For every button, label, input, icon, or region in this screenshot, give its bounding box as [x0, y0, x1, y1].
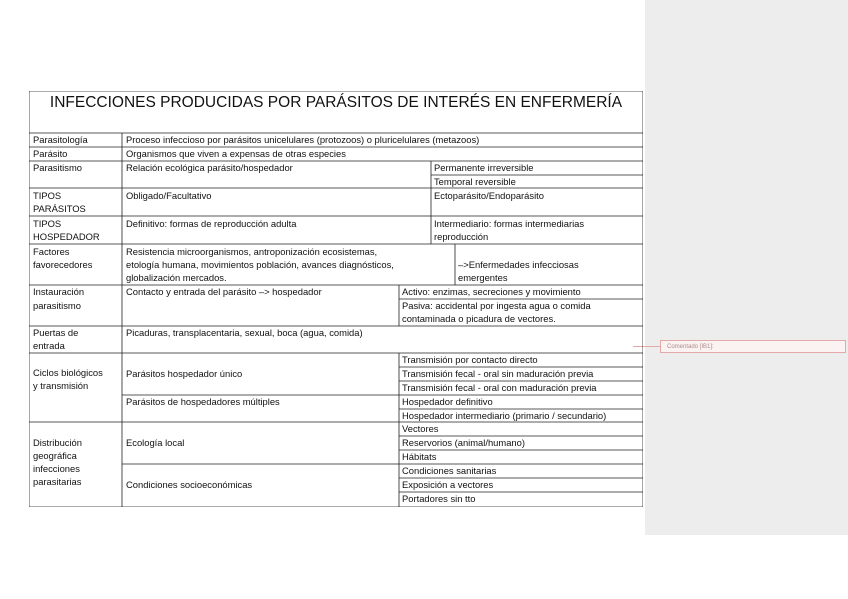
row-label-distribucion-2: geográfica — [33, 450, 77, 461]
row-text-tipos-parasitos: Obligado/Facultativo — [126, 190, 212, 201]
parasitismo-temporal: Temporal reversible — [434, 176, 516, 187]
instauracion-pasiva-1: Pasiva: accidental por ingesta agua o comida — [402, 300, 591, 311]
factores-emergentes-1: –>Enfermedades infecciosas — [458, 259, 579, 270]
page-title: INFECCIONES PRODUCIDAS POR PARÁSITOS DE INTERÉS EN ENFERMERÍA — [49, 94, 623, 111]
row-label-tipos-hospedador-2: HOSPEDADOR — [33, 231, 100, 242]
distribucion-exposicion-vectores: Exposición a vectores — [402, 479, 494, 490]
row-label-tipos-parasitos-1: TIPOS — [33, 190, 62, 201]
row-label-factores-1: Factores — [33, 246, 70, 257]
distribucion-ecologia-local: Ecología local — [126, 437, 185, 448]
tipos-hospedador-intermediario-2: reproducción — [434, 231, 489, 242]
distribucion-condiciones-sanitarias: Condiciones sanitarias — [402, 465, 497, 476]
instauracion-activo: Activo: enzimas, secreciones y movimiento — [402, 286, 581, 297]
factores-text-3: globalización mercados. — [126, 272, 227, 283]
row-text-parasitologia: Proceso infeccioso por parásitos unicelulares (protozoos) o pluricelulares (metazoos) — [126, 134, 480, 145]
ciclos-hospedadores-multiples: Parásitos de hospedadores múltiples — [126, 396, 280, 407]
distribucion-portadores: Portadores sin tto — [402, 493, 476, 504]
ciclos-transmision-con-maduracion: Transmisión fecal - oral con maduración previa — [402, 382, 597, 393]
distribucion-habitats: Hábitats — [402, 451, 437, 462]
ciclos-hospedador-definitivo: Hospedador definitivo — [402, 396, 493, 407]
row-label-instauracion-1: Instauración — [33, 286, 85, 297]
row-label-puertas-2: entrada — [33, 340, 65, 351]
row-label-ciclos-1: Ciclos biológicos — [33, 367, 103, 378]
row-text-puertas: Picaduras, transplacentaria, sexual, boca (agua, comida) — [126, 327, 363, 338]
row-label-distribucion-1: Distribución — [33, 437, 82, 448]
parasitismo-permanente: Permanente irreversible — [434, 162, 534, 173]
factores-text-1: Resistencia microorganismos, antroponización ecosistemas, — [126, 246, 378, 257]
factores-text-2: etología humana, movimientos población, avances diagnósticos, — [126, 259, 394, 270]
distribucion-condiciones-socioeconomicas: Condiciones socioeconómicas — [126, 479, 253, 490]
row-label-parasitismo: Parasitismo — [33, 162, 82, 173]
row-text-parasito: Organismos que viven a expensas de otras especies — [126, 148, 346, 159]
distribucion-reservorios: Reservorios (animal/humano) — [402, 437, 525, 448]
row-label-factores-2: favorecedores — [33, 259, 93, 270]
row-label-tipos-hospedador-1: TIPOS — [33, 218, 62, 229]
row-label-distribucion-4: parasitarias — [33, 476, 82, 487]
tipos-parasitos-ecto-endo: Ectoparásito/Endoparásito — [434, 190, 544, 201]
row-label-instauracion-2: parasitismo — [33, 300, 81, 311]
ciclos-hospedador-unico: Parásitos hospedador único — [126, 368, 243, 379]
tipos-hospedador-intermediario-1: Intermediario: formas intermediarias — [434, 218, 585, 229]
ciclos-transmision-directo: Transmisión por contacto directo — [402, 354, 538, 365]
row-text-instauracion: Contacto y entrada del parásito –> hospedador — [126, 286, 322, 297]
row-text-parasitismo: Relación ecológica parásito/hospedador — [126, 162, 293, 173]
row-label-tipos-parasitos-2: PARÁSITOS — [33, 203, 86, 214]
parasites-table — [29, 91, 643, 507]
distribucion-vectores: Vectores — [402, 423, 439, 434]
instauracion-pasiva-2: contaminada o picadura de vectores. — [402, 313, 556, 324]
comment-bubble[interactable]: Comentado [IB1]: — [660, 340, 846, 353]
row-label-puertas-1: Puertas de — [33, 327, 79, 338]
factores-emergentes-2: emergentes — [458, 272, 508, 283]
row-label-parasito: Parásito — [33, 148, 68, 159]
comments-pane — [645, 0, 848, 535]
row-label-parasitologia: Parasitología — [33, 134, 88, 145]
row-label-ciclos-2: y transmisión — [33, 380, 89, 391]
row-label-distribucion-3: infecciones — [33, 463, 80, 474]
ciclos-transmision-sin-maduracion: Transmisión fecal - oral sin maduración previa — [402, 368, 594, 379]
row-text-tipos-hospedador: Definitivo: formas de reproducción adulta — [126, 218, 297, 229]
ciclos-hospedador-intermediario: Hospedador intermediario (primario / secundario) — [402, 410, 607, 421]
